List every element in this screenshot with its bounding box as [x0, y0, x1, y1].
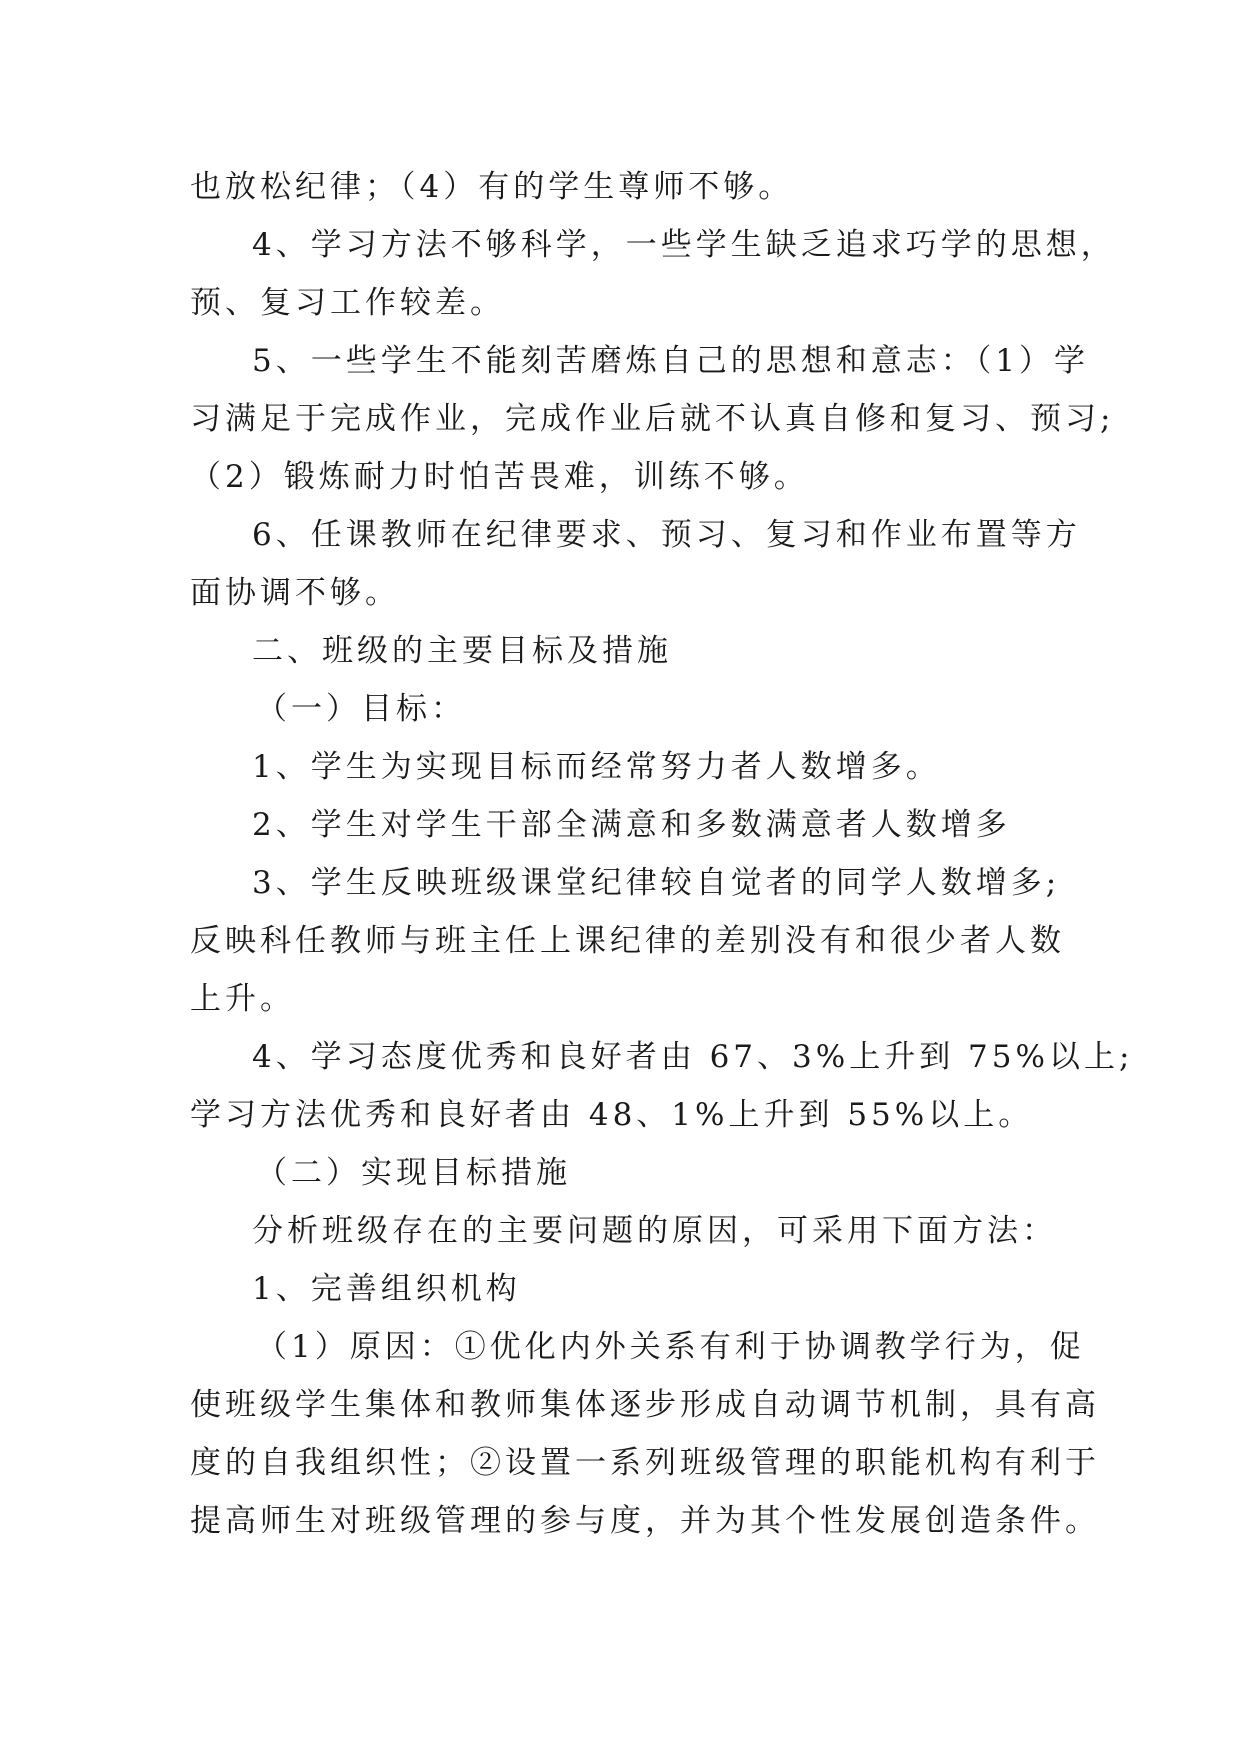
- text-line: 6、任课教师在纪律要求、预习、复习和作业布置等方: [252, 517, 1081, 553]
- text-line: 1、学生为实现目标而经常努力者人数增多。: [252, 749, 941, 785]
- text-line: 预、复习工作较差。: [190, 285, 505, 321]
- text-line: 学习方法优秀和良好者由 48、1%上升到 55%以上。: [190, 1097, 1034, 1133]
- text-line: 也放松纪律；（4）有的学生尊师不够。: [190, 169, 794, 205]
- text-line: 上升。: [190, 981, 295, 1017]
- text-line: 反映科任教师与班主任上课纪律的差别没有和很少者人数: [190, 923, 1065, 959]
- text-line: 3、学生反映班级课堂纪律较自觉者的同学人数增多;: [252, 865, 1061, 901]
- text-line: 1、完善组织机构: [252, 1271, 521, 1307]
- text-line: 度的自我组织性；②设置一系列班级管理的职能机构有利于: [190, 1445, 1100, 1481]
- text-line: 提高师生对班级管理的参与度，并为其个性发展创造条件。: [190, 1503, 1100, 1539]
- text-line: （1）原因：①优化内外关系有利于协调教学行为，促: [256, 1329, 1085, 1365]
- text-line: 使班级学生集体和教师集体逐步形成自动调节机制，具有高: [190, 1387, 1100, 1423]
- section-heading: 二、班级的主要目标及措施: [252, 633, 672, 669]
- text-line: 习满足于完成作业，完成作业后就不认真自修和复习、预习;: [190, 401, 1115, 437]
- text-line: （2）锻炼耐力时怕苦畏难，训练不够。: [190, 459, 809, 495]
- subsection-heading: （二）实现目标措施: [256, 1155, 571, 1191]
- text-line: 4、学习方法不够科学，一些学生缺乏追求巧学的思想，: [252, 227, 1116, 263]
- document-body: [190, 158, 1134, 1550]
- text-line: 面协调不够。: [190, 575, 400, 611]
- text-line: 2、学生对学生干部全满意和多数满意者人数增多: [252, 807, 1011, 843]
- text-line: 分析班级存在的主要问题的原因，可采用下面方法：: [252, 1213, 1057, 1249]
- text-line: 5、一些学生不能刻苦磨炼自己的思想和意志：（1）学: [252, 343, 1089, 379]
- subsection-heading: （一）目标：: [256, 691, 466, 727]
- text-line: 4、学习态度优秀和良好者由 67、3%上升到 75%以上;: [252, 1039, 1134, 1075]
